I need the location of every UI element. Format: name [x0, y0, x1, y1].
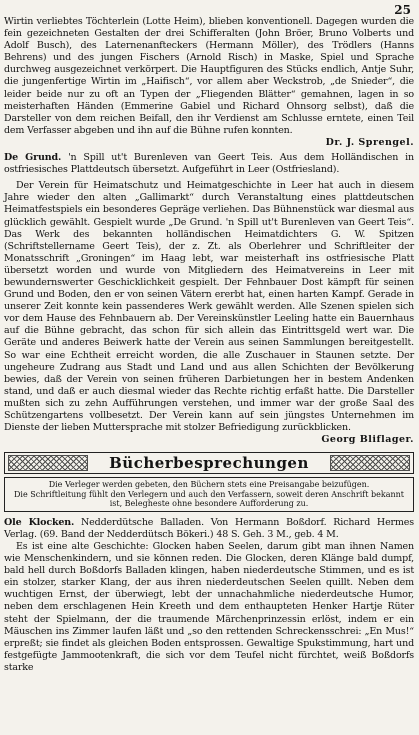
de-grund-signature: Georg Bliflager.: [321, 434, 414, 446]
notice-line-2: Die Schriftleitung fühlt den Verlegern und auch den Verfassern, soweit deren Anschrift bekannt ist, Belegheste ohne besondere Aufforderung zu.: [13, 489, 404, 509]
de-grund-body: Der Verein für Heimatschutz und Heimatgeschichte in Leer hat auch in diesem Jahre wieder den alten „Gallimarkt“ durch Veranstaltung eines plattdeutschen Heimatfestspiels ein besonderes Gepräge verliehen. Das Bühnenstück war diesmal aus glücklich gewählt. Gespielt wurde „De Grund. 'n Spill ut't Burenleven van Geert Teis“. Das Werk des bekannten holländischen Heimatdichters G. W. Spitzen (Schriftstellername Geert Teis), der z. Zt. als Oberlehrer und Schriftleiter der Monatsschrift „Groningen“ im Haag lebt, war meisterhaft ins ostfriesische Platt übersetzt worden und wurde von Mitgliedern des Heimatvereins in Leer mit bewundernswerter Geschicklichkeit gespielt. Der Fehnbauer Dost kämpft für seinen Grund und Boden, den er von seinen Vätern ererbt hat, einen harten Kampf. Gerade in unserer Zeit konnte kein passenderes Werk gewählt werden. Alle Szenen spielen sich vor dem Hause des Fehnbauern ab. Der Vereinskünstler Leeling hatte ein Bauernhaus auf die Bühne gebracht, das schon für sich allein das Eintrittsgeld wert war. Die Geräte und anderes Beiwerk hatte der Verein aus seinen Sammlungen bereitgestellt. So war eine Echtheit erreicht worden, die alle Zuschauer in Staunen setzte. Der ungeheure Zudrang aus Stadt und Land und aus allen Schichten der Bevölkerung bewies, daß der Verein von seinen früheren Darbietungen her in bestem Andenken stand, und daß er auch diesmal wieder das Rechte richtig erfaßt hatte. Die Darsteller mußten sich zu zehn Aufführungen verstehen, und immer war der große Saal des Schützengartens vollbesetzt. Der Verein kann auf sein jüngstes Unternehmen im Dienste der lieben Muttersprache mit stolzer Befriedigung zurückblicken.: [4, 180, 414, 434]
page-number: 25: [394, 3, 411, 17]
review-signature: Dr. J. Sprengel.: [325, 136, 414, 148]
de-grund-title: De Grund.: [4, 152, 62, 164]
ornament-left-icon: [8, 455, 88, 471]
de-grund-subtitle: 'n Spill ut't Burenleven van Geert Teis. Aus dem Holländischen in ostfriesisches Plattdeutsch übersetzt. Aufgeführt in Leer (Ostfriesland).: [4, 152, 415, 176]
klocken-body: Es ist eine alte Geschichte: Glocken haben Seelen, darum gibt man ihnen Namen wie Menschenkindern, und sie können reden. Die Glocken, deren Klänge bald dumpf, bald hell durch Boßdorfs Balladen klingen, haben niederdeutsche Stimmen, und es ist ein stolzer, starker Klang, der aus ihren niederdeutschen Seelen quillt. Neben dem wuchtigen Ernst, der überwiegt, lebt der unnachahmliche niederdeutsche Humor, neben dem erschlagenen Hein Kreeth und dem enthaupteten Henker Hartje Rüter steht der Spielmann, der die traumende Märchenprinzessin erlöst, indem er ein Mäuschen ins Zimmer laufen läßt und „so den rettenden Schreckensschrei: „En Mus!“ erpreßt; sie findet als gleichen Boden entsprossen. Gewaltige Spukstimmung, hart und festgefügte Jammootenkraft, die sich vor dem Teufel nicht fürchtet, weiß Boßdorfs starke: [4, 540, 414, 673]
publisher-notice: [4, 477, 414, 512]
de-grund-intro: [4, 152, 414, 176]
klocken-intro: [4, 517, 414, 541]
klocken-subtitle: Nedderdütsche Balladen. Von Hermann Boßdorf. Richard Hermes Verlag. (69. Band der Nedderdütsch Bökeri.) 48 S. Geh. 3 M., geb. 4 M.: [4, 516, 414, 540]
ornament-right-icon: [330, 455, 410, 471]
review-continuation: Wirtin verliebtes Töchterlein (Lotte Heim), blieben konventionell. Dagegen wurden die fein gezeichneten Gestalten der drei Schifferalten (John Bröer, Bruno Volberts und Adolf Busch), des Laternenanfteckers (Hermann Möller), des Trödlers (Hanns Behrens) und des jungen Fischers (Arnold Risch) in Maske, Spiel und Sprache durchweg ausgezeichnet verkörpert. Die Hauptfiguren des Stücks endlich, Antje Suhr, die jungenfertige Wirtin im „Haifisch“, vor allem aber Weckstrob, „de Snieder“, die leider beide nur zu oft an Typen der „Fliegenden Blätter“ gemahnen, lagen in so meisterhaften Händen (Emmerine Gabiel und Richard Ohnsorg selbst), daß die Darsteller von dem reichen Beifall, den ihr Verdienst am Schlusse erntete, einen Teil dem Verfasser abgeben und ihn auf die Bühne rufen konnten.: [4, 16, 414, 136]
text-column: [4, 16, 414, 674]
section-heading-box: [4, 452, 414, 474]
notice-line-1: Die Verleger werden gebeten, den Büchern stets eine Preisangabe beizufügen.: [48, 480, 370, 490]
klocken-title: Ole Klocken.: [4, 516, 75, 528]
section-title: Bücherbesprechungen: [105, 454, 313, 472]
